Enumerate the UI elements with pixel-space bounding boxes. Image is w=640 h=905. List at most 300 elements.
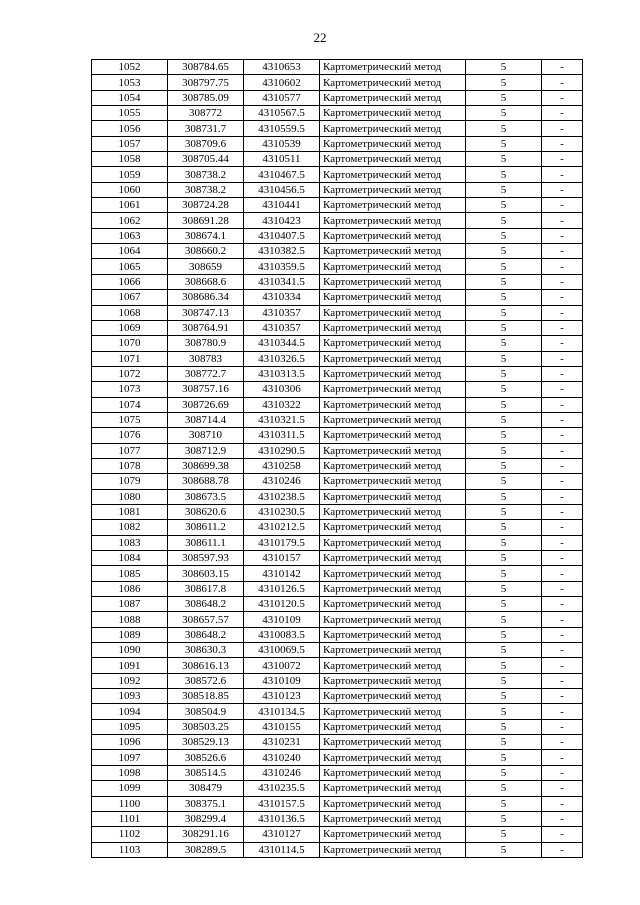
table-row xyxy=(92,520,583,535)
method-cell: Картометрический метод xyxy=(320,244,466,259)
table-row xyxy=(92,351,583,366)
x-coordinate-cell: 308784.65 xyxy=(168,60,244,75)
table-row xyxy=(92,719,583,734)
method-cell: Картометрический метод xyxy=(320,719,466,734)
method-cell: Картометрический метод xyxy=(320,428,466,443)
accuracy-cell: 5 xyxy=(466,412,542,427)
table-row xyxy=(92,658,583,673)
note-cell: - xyxy=(542,612,583,627)
x-coordinate-cell: 308783 xyxy=(168,351,244,366)
y-coordinate-cell: 4310126.5 xyxy=(244,581,320,596)
method-cell: Картометрический метод xyxy=(320,397,466,412)
method-cell: Картометрический метод xyxy=(320,60,466,75)
y-coordinate-cell: 4310306 xyxy=(244,382,320,397)
page-number: 22 xyxy=(313,30,327,45)
point-number-cell: 1053 xyxy=(92,75,168,90)
point-number-cell: 1059 xyxy=(92,167,168,182)
accuracy-cell: 5 xyxy=(466,351,542,366)
method-cell: Картометрический метод xyxy=(320,551,466,566)
y-coordinate-cell: 4310407.5 xyxy=(244,228,320,243)
accuracy-cell: 5 xyxy=(466,121,542,136)
x-coordinate-cell: 308289.5 xyxy=(168,842,244,857)
note-cell: - xyxy=(542,167,583,182)
method-cell: Картометрический метод xyxy=(320,643,466,658)
method-cell: Картометрический метод xyxy=(320,382,466,397)
accuracy-cell: 5 xyxy=(466,719,542,734)
table-row xyxy=(92,228,583,243)
note-cell: - xyxy=(542,750,583,765)
note-cell: - xyxy=(542,259,583,274)
table-row xyxy=(92,612,583,627)
x-coordinate-cell: 308772 xyxy=(168,106,244,121)
y-coordinate-cell: 4310157 xyxy=(244,551,320,566)
table-row xyxy=(92,796,583,811)
accuracy-cell: 5 xyxy=(466,60,542,75)
accuracy-cell: 5 xyxy=(466,627,542,642)
x-coordinate-cell: 308597.93 xyxy=(168,551,244,566)
x-coordinate-cell: 308659 xyxy=(168,259,244,274)
y-coordinate-cell: 4310134.5 xyxy=(244,704,320,719)
point-number-cell: 1057 xyxy=(92,136,168,151)
point-number-cell: 1062 xyxy=(92,213,168,228)
note-cell: - xyxy=(542,489,583,504)
x-coordinate-cell: 308603.15 xyxy=(168,566,244,581)
method-cell: Картометрический метод xyxy=(320,259,466,274)
y-coordinate-cell: 4310136.5 xyxy=(244,811,320,826)
y-coordinate-cell: 4310240 xyxy=(244,750,320,765)
note-cell: - xyxy=(542,320,583,335)
x-coordinate-cell: 308780.9 xyxy=(168,336,244,351)
accuracy-cell: 5 xyxy=(466,673,542,688)
y-coordinate-cell: 4310359.5 xyxy=(244,259,320,274)
x-coordinate-cell: 308504.9 xyxy=(168,704,244,719)
accuracy-cell: 5 xyxy=(466,535,542,550)
y-coordinate-cell: 4310157.5 xyxy=(244,796,320,811)
accuracy-cell: 5 xyxy=(466,704,542,719)
table-row xyxy=(92,566,583,581)
table-row xyxy=(92,765,583,780)
point-number-cell: 1070 xyxy=(92,336,168,351)
accuracy-cell: 5 xyxy=(466,106,542,121)
y-coordinate-cell: 4310069.5 xyxy=(244,643,320,658)
note-cell: - xyxy=(542,290,583,305)
method-cell: Картометрический метод xyxy=(320,351,466,366)
table-row xyxy=(92,397,583,412)
table-row xyxy=(92,842,583,857)
x-coordinate-cell: 308712.9 xyxy=(168,443,244,458)
point-number-cell: 1102 xyxy=(92,827,168,842)
y-coordinate-cell: 4310321.5 xyxy=(244,412,320,427)
accuracy-cell: 5 xyxy=(466,643,542,658)
method-cell: Картометрический метод xyxy=(320,474,466,489)
x-coordinate-cell: 308757.16 xyxy=(168,382,244,397)
point-number-cell: 1085 xyxy=(92,566,168,581)
point-number-cell: 1083 xyxy=(92,535,168,550)
accuracy-cell: 5 xyxy=(466,136,542,151)
accuracy-cell: 5 xyxy=(466,597,542,612)
table-row xyxy=(92,320,583,335)
note-cell: - xyxy=(542,152,583,167)
y-coordinate-cell: 4310123 xyxy=(244,689,320,704)
note-cell: - xyxy=(542,412,583,427)
accuracy-cell: 5 xyxy=(466,612,542,627)
y-coordinate-cell: 4310334 xyxy=(244,290,320,305)
x-coordinate-cell: 308572.6 xyxy=(168,673,244,688)
accuracy-cell: 5 xyxy=(466,520,542,535)
method-cell: Картометрический метод xyxy=(320,489,466,504)
coordinates-table-body xyxy=(92,60,583,858)
table-row xyxy=(92,382,583,397)
x-coordinate-cell: 308660.2 xyxy=(168,244,244,259)
y-coordinate-cell: 4310120.5 xyxy=(244,597,320,612)
y-coordinate-cell: 4310357 xyxy=(244,305,320,320)
table-row xyxy=(92,244,583,259)
note-cell: - xyxy=(542,735,583,750)
point-number-cell: 1067 xyxy=(92,290,168,305)
y-coordinate-cell: 4310344.5 xyxy=(244,336,320,351)
accuracy-cell: 5 xyxy=(466,90,542,105)
method-cell: Картометрический метод xyxy=(320,673,466,688)
point-number-cell: 1095 xyxy=(92,719,168,734)
method-cell: Картометрический метод xyxy=(320,796,466,811)
y-coordinate-cell: 4310322 xyxy=(244,397,320,412)
point-number-cell: 1054 xyxy=(92,90,168,105)
point-number-cell: 1065 xyxy=(92,259,168,274)
table-row xyxy=(92,290,583,305)
point-number-cell: 1058 xyxy=(92,152,168,167)
accuracy-cell: 5 xyxy=(466,213,542,228)
table-row xyxy=(92,274,583,289)
point-number-cell: 1074 xyxy=(92,397,168,412)
point-number-cell: 1087 xyxy=(92,597,168,612)
y-coordinate-cell: 4310230.5 xyxy=(244,504,320,519)
note-cell: - xyxy=(542,842,583,857)
method-cell: Картометрический метод xyxy=(320,581,466,596)
y-coordinate-cell: 4310311.5 xyxy=(244,428,320,443)
method-cell: Картометрический метод xyxy=(320,658,466,673)
accuracy-cell: 5 xyxy=(466,842,542,857)
method-cell: Картометрический метод xyxy=(320,274,466,289)
table-row xyxy=(92,597,583,612)
point-number-cell: 1072 xyxy=(92,366,168,381)
x-coordinate-cell: 308699.38 xyxy=(168,458,244,473)
note-cell: - xyxy=(542,535,583,550)
accuracy-cell: 5 xyxy=(466,658,542,673)
table-row xyxy=(92,60,583,75)
table-row xyxy=(92,643,583,658)
note-cell: - xyxy=(542,336,583,351)
note-cell: - xyxy=(542,274,583,289)
x-coordinate-cell: 308503.25 xyxy=(168,719,244,734)
x-coordinate-cell: 308479 xyxy=(168,781,244,796)
table-row xyxy=(92,152,583,167)
x-coordinate-cell: 308529.13 xyxy=(168,735,244,750)
method-cell: Картометрический метод xyxy=(320,535,466,550)
point-number-cell: 1068 xyxy=(92,305,168,320)
point-number-cell: 1100 xyxy=(92,796,168,811)
table-row xyxy=(92,121,583,136)
accuracy-cell: 5 xyxy=(466,228,542,243)
point-number-cell: 1086 xyxy=(92,581,168,596)
x-coordinate-cell: 308686.34 xyxy=(168,290,244,305)
accuracy-cell: 5 xyxy=(466,182,542,197)
x-coordinate-cell: 308724.28 xyxy=(168,198,244,213)
y-coordinate-cell: 4310235.5 xyxy=(244,781,320,796)
table-row xyxy=(92,443,583,458)
accuracy-cell: 5 xyxy=(466,581,542,596)
point-number-cell: 1060 xyxy=(92,182,168,197)
method-cell: Картометрический метод xyxy=(320,213,466,228)
method-cell: Картометрический метод xyxy=(320,704,466,719)
note-cell: - xyxy=(542,458,583,473)
method-cell: Картометрический метод xyxy=(320,90,466,105)
table-row xyxy=(92,366,583,381)
method-cell: Картометрический метод xyxy=(320,781,466,796)
x-coordinate-cell: 308648.2 xyxy=(168,627,244,642)
accuracy-cell: 5 xyxy=(466,566,542,581)
accuracy-cell: 5 xyxy=(466,750,542,765)
y-coordinate-cell: 4310539 xyxy=(244,136,320,151)
method-cell: Картометрический метод xyxy=(320,612,466,627)
x-coordinate-cell: 308714.4 xyxy=(168,412,244,427)
point-number-cell: 1076 xyxy=(92,428,168,443)
x-coordinate-cell: 308673.5 xyxy=(168,489,244,504)
point-number-cell: 1052 xyxy=(92,60,168,75)
note-cell: - xyxy=(542,106,583,121)
y-coordinate-cell: 4310313.5 xyxy=(244,366,320,381)
accuracy-cell: 5 xyxy=(466,274,542,289)
y-coordinate-cell: 4310109 xyxy=(244,612,320,627)
method-cell: Картометрический метод xyxy=(320,121,466,136)
x-coordinate-cell: 308514.5 xyxy=(168,765,244,780)
accuracy-cell: 5 xyxy=(466,474,542,489)
note-cell: - xyxy=(542,627,583,642)
accuracy-cell: 5 xyxy=(466,735,542,750)
point-number-cell: 1097 xyxy=(92,750,168,765)
x-coordinate-cell: 308611.2 xyxy=(168,520,244,535)
point-number-cell: 1078 xyxy=(92,458,168,473)
note-cell: - xyxy=(542,213,583,228)
y-coordinate-cell: 4310258 xyxy=(244,458,320,473)
note-cell: - xyxy=(542,781,583,796)
point-number-cell: 1071 xyxy=(92,351,168,366)
y-coordinate-cell: 4310382.5 xyxy=(244,244,320,259)
method-cell: Картометрический метод xyxy=(320,458,466,473)
method-cell: Картометрический метод xyxy=(320,198,466,213)
point-number-cell: 1069 xyxy=(92,320,168,335)
y-coordinate-cell: 4310231 xyxy=(244,735,320,750)
x-coordinate-cell: 308731.7 xyxy=(168,121,244,136)
method-cell: Картометрический метод xyxy=(320,842,466,857)
point-number-cell: 1084 xyxy=(92,551,168,566)
x-coordinate-cell: 308710 xyxy=(168,428,244,443)
accuracy-cell: 5 xyxy=(466,305,542,320)
table-row xyxy=(92,106,583,121)
y-coordinate-cell: 4310246 xyxy=(244,474,320,489)
accuracy-cell: 5 xyxy=(466,336,542,351)
note-cell: - xyxy=(542,121,583,136)
x-coordinate-cell: 308738.2 xyxy=(168,167,244,182)
x-coordinate-cell: 308518.85 xyxy=(168,689,244,704)
y-coordinate-cell: 4310441 xyxy=(244,198,320,213)
table-row xyxy=(92,75,583,90)
x-coordinate-cell: 308691.28 xyxy=(168,213,244,228)
point-number-cell: 1098 xyxy=(92,765,168,780)
note-cell: - xyxy=(542,228,583,243)
accuracy-cell: 5 xyxy=(466,458,542,473)
accuracy-cell: 5 xyxy=(466,75,542,90)
point-number-cell: 1099 xyxy=(92,781,168,796)
x-coordinate-cell: 308620.6 xyxy=(168,504,244,519)
accuracy-cell: 5 xyxy=(466,428,542,443)
point-number-cell: 1066 xyxy=(92,274,168,289)
x-coordinate-cell: 308299.4 xyxy=(168,811,244,826)
note-cell: - xyxy=(542,581,583,596)
table-row xyxy=(92,136,583,151)
x-coordinate-cell: 308785.09 xyxy=(168,90,244,105)
method-cell: Картометрический метод xyxy=(320,827,466,842)
point-number-cell: 1063 xyxy=(92,228,168,243)
table-row xyxy=(92,336,583,351)
x-coordinate-cell: 308674.1 xyxy=(168,228,244,243)
x-coordinate-cell: 308797.75 xyxy=(168,75,244,90)
table-row xyxy=(92,704,583,719)
point-number-cell: 1089 xyxy=(92,627,168,642)
point-number-cell: 1081 xyxy=(92,504,168,519)
x-coordinate-cell: 308617.8 xyxy=(168,581,244,596)
accuracy-cell: 5 xyxy=(466,382,542,397)
accuracy-cell: 5 xyxy=(466,765,542,780)
accuracy-cell: 5 xyxy=(466,551,542,566)
accuracy-cell: 5 xyxy=(466,290,542,305)
note-cell: - xyxy=(542,366,583,381)
table-row xyxy=(92,198,583,213)
y-coordinate-cell: 4310238.5 xyxy=(244,489,320,504)
x-coordinate-cell: 308611.1 xyxy=(168,535,244,550)
point-number-cell: 1092 xyxy=(92,673,168,688)
note-cell: - xyxy=(542,658,583,673)
y-coordinate-cell: 4310653 xyxy=(244,60,320,75)
method-cell: Картометрический метод xyxy=(320,320,466,335)
point-number-cell: 1088 xyxy=(92,612,168,627)
note-cell: - xyxy=(542,244,583,259)
note-cell: - xyxy=(542,765,583,780)
table-row xyxy=(92,90,583,105)
note-cell: - xyxy=(542,136,583,151)
table-row xyxy=(92,458,583,473)
y-coordinate-cell: 4310212.5 xyxy=(244,520,320,535)
point-number-cell: 1079 xyxy=(92,474,168,489)
note-cell: - xyxy=(542,90,583,105)
note-cell: - xyxy=(542,520,583,535)
x-coordinate-cell: 308738.2 xyxy=(168,182,244,197)
point-number-cell: 1064 xyxy=(92,244,168,259)
table-row xyxy=(92,581,583,596)
table-row xyxy=(92,259,583,274)
note-cell: - xyxy=(542,382,583,397)
coordinates-table xyxy=(91,59,583,858)
note-cell: - xyxy=(542,551,583,566)
method-cell: Картометрический метод xyxy=(320,152,466,167)
accuracy-cell: 5 xyxy=(466,167,542,182)
accuracy-cell: 5 xyxy=(466,259,542,274)
method-cell: Картометрический метод xyxy=(320,566,466,581)
note-cell: - xyxy=(542,351,583,366)
point-number-cell: 1090 xyxy=(92,643,168,658)
point-number-cell: 1103 xyxy=(92,842,168,857)
note-cell: - xyxy=(542,673,583,688)
y-coordinate-cell: 4310290.5 xyxy=(244,443,320,458)
method-cell: Картометрический метод xyxy=(320,811,466,826)
note-cell: - xyxy=(542,719,583,734)
method-cell: Картометрический метод xyxy=(320,627,466,642)
note-cell: - xyxy=(542,643,583,658)
method-cell: Картометрический метод xyxy=(320,765,466,780)
point-number-cell: 1073 xyxy=(92,382,168,397)
method-cell: Картометрический метод xyxy=(320,412,466,427)
point-number-cell: 1075 xyxy=(92,412,168,427)
y-coordinate-cell: 4310456.5 xyxy=(244,182,320,197)
method-cell: Картометрический метод xyxy=(320,290,466,305)
y-coordinate-cell: 4310326.5 xyxy=(244,351,320,366)
table-row xyxy=(92,305,583,320)
y-coordinate-cell: 4310127 xyxy=(244,827,320,842)
accuracy-cell: 5 xyxy=(466,244,542,259)
method-cell: Картометрический метод xyxy=(320,136,466,151)
x-coordinate-cell: 308747.13 xyxy=(168,305,244,320)
table-row xyxy=(92,182,583,197)
x-coordinate-cell: 308291.16 xyxy=(168,827,244,842)
note-cell: - xyxy=(542,597,583,612)
x-coordinate-cell: 308764.91 xyxy=(168,320,244,335)
table-row xyxy=(92,551,583,566)
table-row xyxy=(92,504,583,519)
y-coordinate-cell: 4310072 xyxy=(244,658,320,673)
method-cell: Картометрический метод xyxy=(320,336,466,351)
x-coordinate-cell: 308630.3 xyxy=(168,643,244,658)
note-cell: - xyxy=(542,827,583,842)
y-coordinate-cell: 4310467.5 xyxy=(244,167,320,182)
note-cell: - xyxy=(542,305,583,320)
y-coordinate-cell: 4310602 xyxy=(244,75,320,90)
point-number-cell: 1080 xyxy=(92,489,168,504)
y-coordinate-cell: 4310511 xyxy=(244,152,320,167)
note-cell: - xyxy=(542,443,583,458)
y-coordinate-cell: 4310114.5 xyxy=(244,842,320,857)
method-cell: Картометрический метод xyxy=(320,75,466,90)
x-coordinate-cell: 308616.13 xyxy=(168,658,244,673)
table-row xyxy=(92,735,583,750)
method-cell: Картометрический метод xyxy=(320,106,466,121)
method-cell: Картометрический метод xyxy=(320,366,466,381)
accuracy-cell: 5 xyxy=(466,443,542,458)
x-coordinate-cell: 308772.7 xyxy=(168,366,244,381)
x-coordinate-cell: 308526.6 xyxy=(168,750,244,765)
point-number-cell: 1061 xyxy=(92,198,168,213)
accuracy-cell: 5 xyxy=(466,198,542,213)
accuracy-cell: 5 xyxy=(466,489,542,504)
point-number-cell: 1056 xyxy=(92,121,168,136)
point-number-cell: 1091 xyxy=(92,658,168,673)
note-cell: - xyxy=(542,428,583,443)
point-number-cell: 1096 xyxy=(92,735,168,750)
method-cell: Картометрический метод xyxy=(320,520,466,535)
note-cell: - xyxy=(542,811,583,826)
point-number-cell: 1055 xyxy=(92,106,168,121)
y-coordinate-cell: 4310109 xyxy=(244,673,320,688)
method-cell: Картометрический метод xyxy=(320,167,466,182)
table-row xyxy=(92,811,583,826)
